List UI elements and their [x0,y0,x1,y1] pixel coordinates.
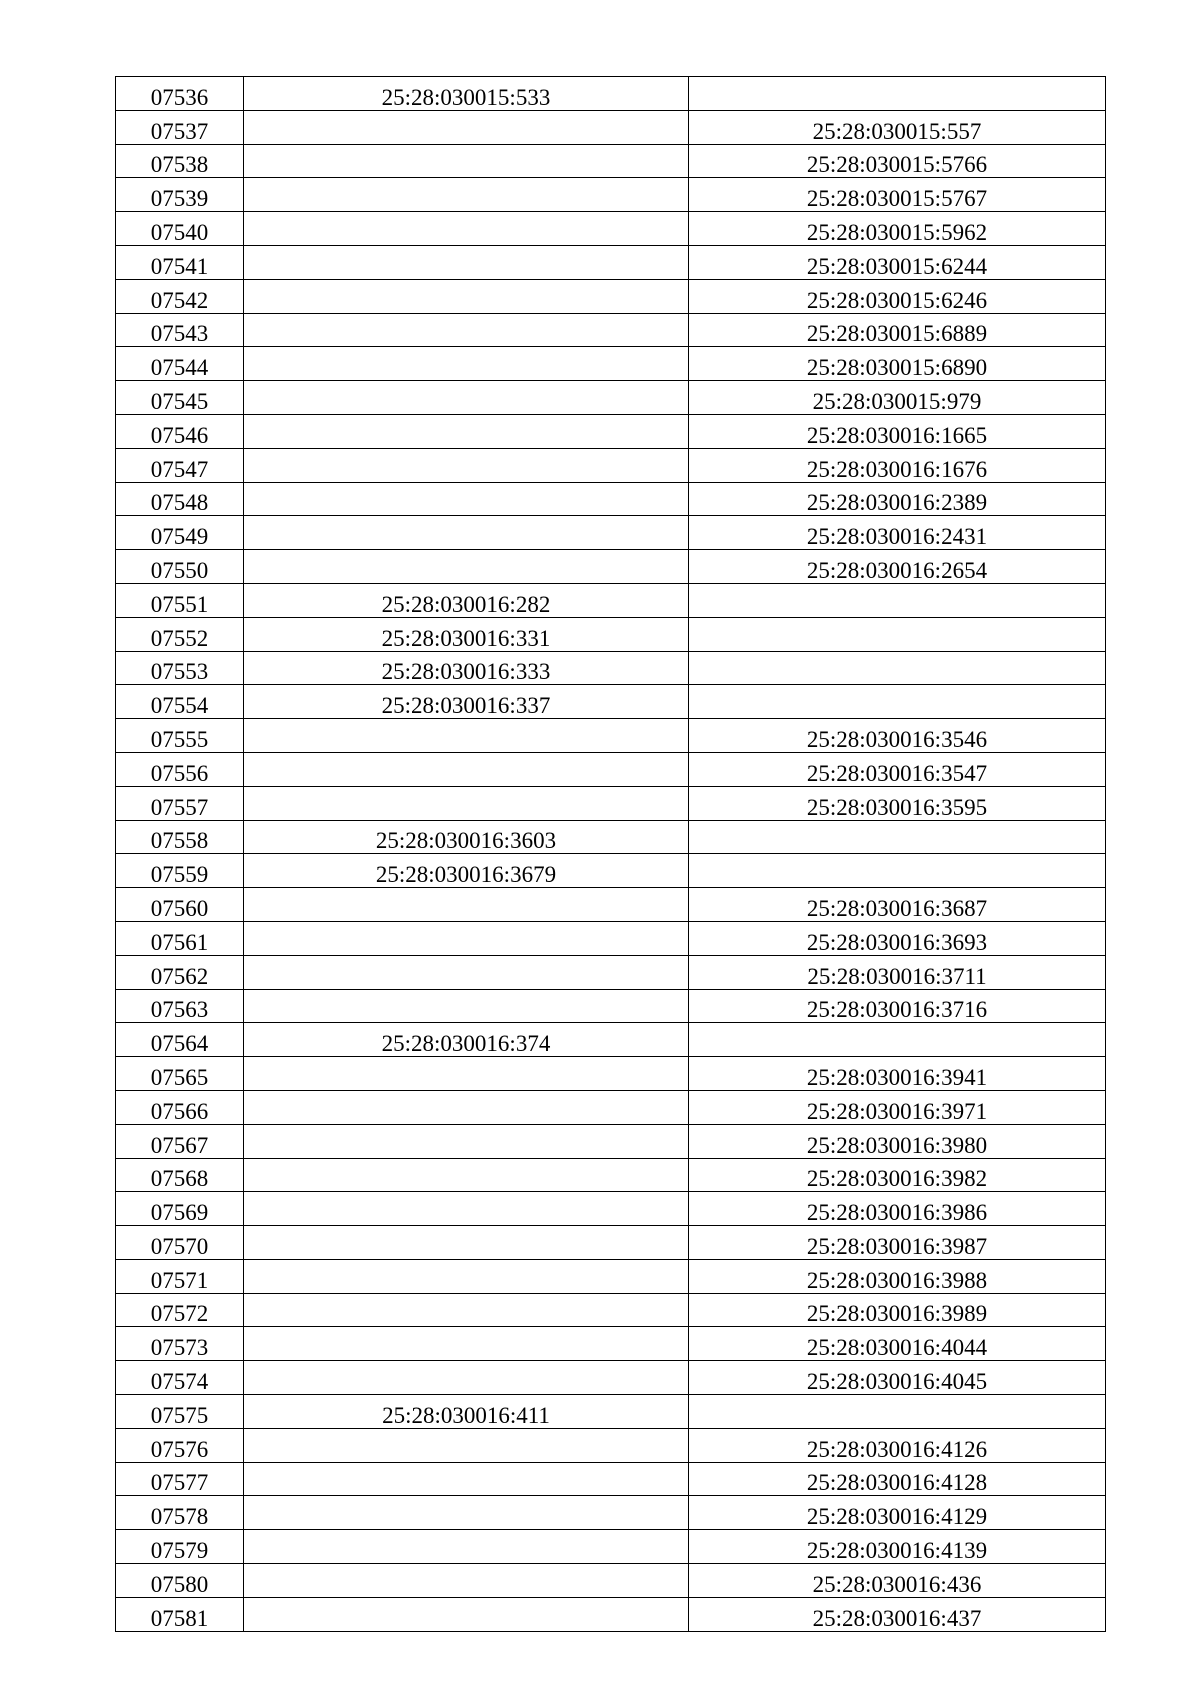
row-number-text: 07542 [150,287,209,313]
row-number-cell [116,1090,244,1124]
row-number-text: 07538 [150,152,209,178]
cadastral-number-cell-left [244,110,689,144]
table-row [116,651,1106,685]
row-number-text: 07540 [150,219,209,245]
table-row [116,313,1106,347]
row-number-text: 07548 [150,490,209,516]
cadastral-number-text-right: 25:28:030016:437 [812,1605,982,1631]
cadastral-number-cell-right [689,347,1106,381]
cadastral-number-cell-right [689,279,1106,313]
cadastral-number-cell-right [689,1462,1106,1496]
table-row [116,617,1106,651]
row-number-cell [116,77,244,111]
table-row [116,989,1106,1023]
cadastral-number-cell-left [244,752,689,786]
row-number-text: 07539 [150,186,209,212]
cadastral-number-cell-left [244,1361,689,1395]
cadastral-number-text-left: 25:28:030016:411 [382,1402,550,1428]
cadastral-number-cell-right [689,1428,1106,1462]
row-number-text: 07580 [150,1571,209,1597]
row-number-text: 07579 [150,1538,209,1564]
cadastral-number-cell-right [689,110,1106,144]
cadastral-number-cell-right [689,1597,1106,1631]
cadastral-number-text-right: 25:28:030016:3986 [806,1200,988,1226]
row-number-text: 07565 [150,1064,209,1090]
cadastral-number-cell-left [244,1259,689,1293]
row-number-cell [116,1597,244,1631]
cadastral-number-cell-left [244,1428,689,1462]
row-number-text: 07562 [150,963,209,989]
table-row [116,1192,1106,1226]
row-number-text: 07572 [150,1301,209,1327]
row-number-text: 07549 [150,524,209,550]
table-row [116,1564,1106,1598]
cadastral-number-cell-left [244,448,689,482]
row-number-cell [116,583,244,617]
cadastral-table [115,76,1106,1632]
row-number-cell [116,1057,244,1091]
row-number-text: 07559 [150,862,209,888]
cadastral-number-cell-left [244,381,689,415]
row-number-cell [116,921,244,955]
table-row [116,448,1106,482]
cadastral-number-cell-left [244,1395,689,1429]
cadastral-number-cell-left [244,550,689,584]
cadastral-number-cell-left [244,77,689,111]
cadastral-number-cell-right [689,1023,1106,1057]
row-number-text: 07561 [150,929,209,955]
row-number-text: 07569 [150,1200,209,1226]
cadastral-number-cell-left [244,921,689,955]
cadastral-number-text-left: 25:28:030016:333 [381,659,551,685]
cadastral-number-text-right: 25:28:030016:4128 [806,1470,988,1496]
cadastral-number-text-right: 25:28:030015:6890 [806,355,988,381]
cadastral-number-text-right: 25:28:030016:2654 [806,557,988,583]
table-body [116,77,1106,1632]
row-number-cell [116,381,244,415]
table-row [116,1530,1106,1564]
table-row [116,1395,1106,1429]
cadastral-number-cell-right [689,1192,1106,1226]
cadastral-number-cell-right [689,583,1106,617]
cadastral-number-cell-right [689,1496,1106,1530]
cadastral-number-cell-right [689,1293,1106,1327]
row-number-text: 07571 [150,1267,209,1293]
cadastral-number-text-right: 25:28:030016:4126 [806,1436,988,1462]
row-number-cell [116,685,244,719]
cadastral-number-cell-left [244,482,689,516]
row-number-text: 07576 [150,1436,209,1462]
cadastral-number-cell-right [689,77,1106,111]
cadastral-number-cell-left [244,955,689,989]
row-number-text: 07581 [150,1605,209,1631]
table-row [116,1293,1106,1327]
table-row [116,921,1106,955]
cadastral-number-cell-left [244,1124,689,1158]
cadastral-number-cell-left [244,854,689,888]
table-row [116,1462,1106,1496]
row-number-text: 07545 [150,388,209,414]
cadastral-number-cell-right [689,617,1106,651]
row-number-text: 07575 [150,1402,209,1428]
cadastral-number-cell-left [244,617,689,651]
cadastral-number-text-left: 25:28:030016:3679 [375,862,557,888]
cadastral-number-text-right: 25:28:030016:3987 [806,1233,988,1259]
cadastral-number-cell-right [689,1259,1106,1293]
cadastral-number-cell-right [689,1124,1106,1158]
row-number-cell [116,144,244,178]
row-number-cell [116,414,244,448]
cadastral-number-cell-right [689,820,1106,854]
table-row [116,1023,1106,1057]
table-row [116,1496,1106,1530]
cadastral-number-text-right: 25:28:030016:4129 [806,1504,988,1530]
cadastral-number-text-right: 25:28:030016:3595 [806,794,988,820]
row-number-text: 07546 [150,422,209,448]
table-row [116,1158,1106,1192]
cadastral-number-cell-right [689,448,1106,482]
row-number-cell [116,719,244,753]
row-number-cell [116,347,244,381]
cadastral-number-cell-left [244,245,689,279]
row-number-text: 07550 [150,557,209,583]
cadastral-number-text-right: 25:28:030015:5962 [806,219,988,245]
cadastral-number-text-right: 25:28:030016:2389 [806,490,988,516]
table-row [116,482,1106,516]
row-number-cell [116,1293,244,1327]
cadastral-number-cell-right [689,1226,1106,1260]
cadastral-number-cell-left [244,1496,689,1530]
row-number-text: 07541 [150,253,209,279]
table-row [116,1597,1106,1631]
cadastral-number-text-right: 25:28:030016:4045 [806,1369,988,1395]
cadastral-number-text-right: 25:28:030015:6889 [806,321,988,347]
table-row [116,550,1106,584]
cadastral-number-text-right: 25:28:030016:3941 [806,1064,988,1090]
cadastral-number-cell-right [689,313,1106,347]
table-row [116,279,1106,313]
table-row [116,414,1106,448]
row-number-cell [116,1192,244,1226]
cadastral-number-cell-right [689,888,1106,922]
cadastral-number-text-right: 25:28:030016:3546 [806,726,988,752]
cadastral-number-text-left: 25:28:030016:374 [381,1031,551,1057]
cadastral-number-cell-right [689,685,1106,719]
row-number-text: 07574 [150,1369,209,1395]
cadastral-number-cell-right [689,854,1106,888]
row-number-cell [116,279,244,313]
table-row [116,685,1106,719]
row-number-cell [116,1395,244,1429]
cadastral-number-cell-right [689,381,1106,415]
row-number-text: 07553 [150,659,209,685]
row-number-cell [116,313,244,347]
row-number-text: 07552 [150,625,209,651]
cadastral-number-cell-right [689,144,1106,178]
cadastral-number-cell-right [689,516,1106,550]
row-number-cell [116,820,244,854]
cadastral-number-text-left: 25:28:030016:331 [381,625,551,651]
row-number-text: 07554 [150,693,209,719]
table-row [116,1090,1106,1124]
cadastral-number-cell-right [689,786,1106,820]
row-number-text: 07568 [150,1166,209,1192]
cadastral-number-cell-left [244,1327,689,1361]
row-number-text: 07551 [150,591,209,617]
cadastral-number-cell-left [244,989,689,1023]
row-number-cell [116,1023,244,1057]
table-row [116,1361,1106,1395]
cadastral-number-cell-left [244,1090,689,1124]
cadastral-number-cell-left [244,516,689,550]
cadastral-number-text-right: 25:28:030016:3988 [806,1267,988,1293]
row-number-cell [116,1564,244,1598]
row-number-text: 07557 [150,794,209,820]
row-number-cell [116,1496,244,1530]
cadastral-number-cell-right [689,1361,1106,1395]
cadastral-number-text-right: 25:28:030016:4139 [806,1538,988,1564]
cadastral-number-text-right: 25:28:030016:3971 [806,1098,988,1124]
row-number-text: 07560 [150,895,209,921]
cadastral-number-text-left: 25:28:030016:3603 [375,828,557,854]
cadastral-number-text-right: 25:28:030016:4044 [806,1335,988,1361]
table-row [116,1057,1106,1091]
row-number-cell [116,448,244,482]
cadastral-number-cell-left [244,212,689,246]
table-row [116,1428,1106,1462]
cadastral-number-text-right: 25:28:030016:1665 [806,422,988,448]
row-number-cell [116,651,244,685]
row-number-text: 07563 [150,997,209,1023]
cadastral-number-text-right: 25:28:030016:1676 [806,456,988,482]
row-number-text: 07578 [150,1504,209,1530]
row-number-cell [116,178,244,212]
cadastral-number-cell-left [244,1192,689,1226]
cadastral-number-cell-left [244,1564,689,1598]
cadastral-number-text-right: 25:28:030016:3989 [806,1301,988,1327]
row-number-cell [116,888,244,922]
cadastral-number-cell-right [689,752,1106,786]
table-row [116,77,1106,111]
row-number-cell [116,482,244,516]
row-number-cell [116,752,244,786]
cadastral-number-cell-left [244,313,689,347]
cadastral-number-cell-right [689,245,1106,279]
table-row [116,347,1106,381]
table-row [116,1327,1106,1361]
table-row [116,888,1106,922]
cadastral-number-text-right: 25:28:030015:557 [812,118,982,144]
row-number-text: 07556 [150,760,209,786]
table-row [116,110,1106,144]
cadastral-number-cell-left [244,1530,689,1564]
row-number-text: 07573 [150,1335,209,1361]
cadastral-number-cell-left [244,1023,689,1057]
row-number-cell [116,617,244,651]
table-row [116,955,1106,989]
cadastral-number-cell-right [689,1090,1106,1124]
table-row [116,1226,1106,1260]
row-number-cell [116,1158,244,1192]
cadastral-number-text-right: 25:28:030016:3982 [806,1166,988,1192]
cadastral-number-cell-right [689,1158,1106,1192]
cadastral-number-text-right: 25:28:030015:6246 [806,287,988,313]
row-number-cell [116,786,244,820]
cadastral-number-cell-right [689,1327,1106,1361]
cadastral-number-text-right: 25:28:030016:3693 [806,929,988,955]
row-number-cell [116,1428,244,1462]
cadastral-number-cell-right [689,1530,1106,1564]
row-number-cell [116,989,244,1023]
cadastral-number-cell-left [244,1597,689,1631]
row-number-text: 07543 [150,321,209,347]
cadastral-number-cell-left [244,820,689,854]
table-row [116,245,1106,279]
table-row [116,786,1106,820]
cadastral-number-text-right: 25:28:030015:5767 [806,186,988,212]
table-row [116,144,1106,178]
cadastral-number-cell-right [689,550,1106,584]
cadastral-number-cell-left [244,144,689,178]
cadastral-number-text-right: 25:28:030016:436 [812,1571,982,1597]
cadastral-number-text-right: 25:28:030016:2431 [806,524,988,550]
row-number-cell [116,516,244,550]
table-row [116,1124,1106,1158]
cadastral-number-cell-right [689,482,1106,516]
row-number-text: 07558 [150,828,209,854]
cadastral-number-cell-left [244,1462,689,1496]
cadastral-number-cell-left [244,1158,689,1192]
cadastral-number-cell-right [689,212,1106,246]
table-row [116,1259,1106,1293]
cadastral-number-cell-left [244,178,689,212]
cadastral-number-cell-left [244,1226,689,1260]
cadastral-number-text-left: 25:28:030015:533 [381,84,551,110]
table-row [116,212,1106,246]
cadastral-number-cell-right [689,719,1106,753]
row-number-cell [116,1327,244,1361]
cadastral-number-cell-left [244,888,689,922]
row-number-cell [116,1462,244,1496]
row-number-text: 07564 [150,1031,209,1057]
cadastral-number-cell-right [689,955,1106,989]
cadastral-number-text-right: 25:28:030016:3687 [806,895,988,921]
cadastral-number-text-left: 25:28:030016:282 [381,591,551,617]
cadastral-number-text-right: 25:28:030015:6244 [806,253,988,279]
cadastral-number-cell-left [244,279,689,313]
row-number-text: 07544 [150,355,209,381]
row-number-text: 07570 [150,1233,209,1259]
row-number-cell [116,110,244,144]
cadastral-number-cell-right [689,1564,1106,1598]
row-number-cell [116,1259,244,1293]
cadastral-number-cell-left [244,651,689,685]
row-number-cell [116,1361,244,1395]
cadastral-number-cell-right [689,178,1106,212]
table-row [116,516,1106,550]
cadastral-number-text-right: 25:28:030016:3980 [806,1132,988,1158]
row-number-text: 07567 [150,1132,209,1158]
cadastral-number-cell-left [244,1057,689,1091]
cadastral-number-cell-right [689,921,1106,955]
row-number-cell [116,212,244,246]
cadastral-number-cell-left [244,685,689,719]
cadastral-number-cell-right [689,651,1106,685]
table-row [116,583,1106,617]
row-number-cell [116,1530,244,1564]
row-number-text: 07577 [150,1470,209,1496]
cadastral-number-text-right: 25:28:030016:3547 [806,760,988,786]
cadastral-number-cell-left [244,1293,689,1327]
row-number-text: 07555 [150,726,209,752]
cadastral-number-text-left: 25:28:030016:337 [381,693,551,719]
cadastral-number-cell-left [244,719,689,753]
row-number-cell [116,1124,244,1158]
row-number-cell [116,1226,244,1260]
table-row [116,820,1106,854]
cadastral-number-cell-left [244,583,689,617]
table-row [116,381,1106,415]
cadastral-number-text-right: 25:28:030015:979 [812,388,982,414]
cadastral-number-text-right: 25:28:030015:5766 [806,152,988,178]
row-number-cell [116,550,244,584]
row-number-cell [116,854,244,888]
row-number-text: 07547 [150,456,209,482]
table-row [116,854,1106,888]
cadastral-number-cell-left [244,786,689,820]
cadastral-number-text-right: 25:28:030016:3716 [806,997,988,1023]
cadastral-number-cell-right [689,414,1106,448]
table-row [116,178,1106,212]
table-row [116,719,1106,753]
row-number-cell [116,955,244,989]
row-number-text: 07537 [150,118,209,144]
row-number-cell [116,245,244,279]
cadastral-number-text-right: 25:28:030016:3711 [807,963,987,989]
row-number-text: 07566 [150,1098,209,1124]
table-row [116,752,1106,786]
cadastral-number-cell-right [689,989,1106,1023]
cadastral-number-cell-left [244,414,689,448]
cadastral-number-cell-left [244,347,689,381]
cadastral-number-cell-right [689,1057,1106,1091]
row-number-text: 07536 [150,84,209,110]
cadastral-number-cell-right [689,1395,1106,1429]
